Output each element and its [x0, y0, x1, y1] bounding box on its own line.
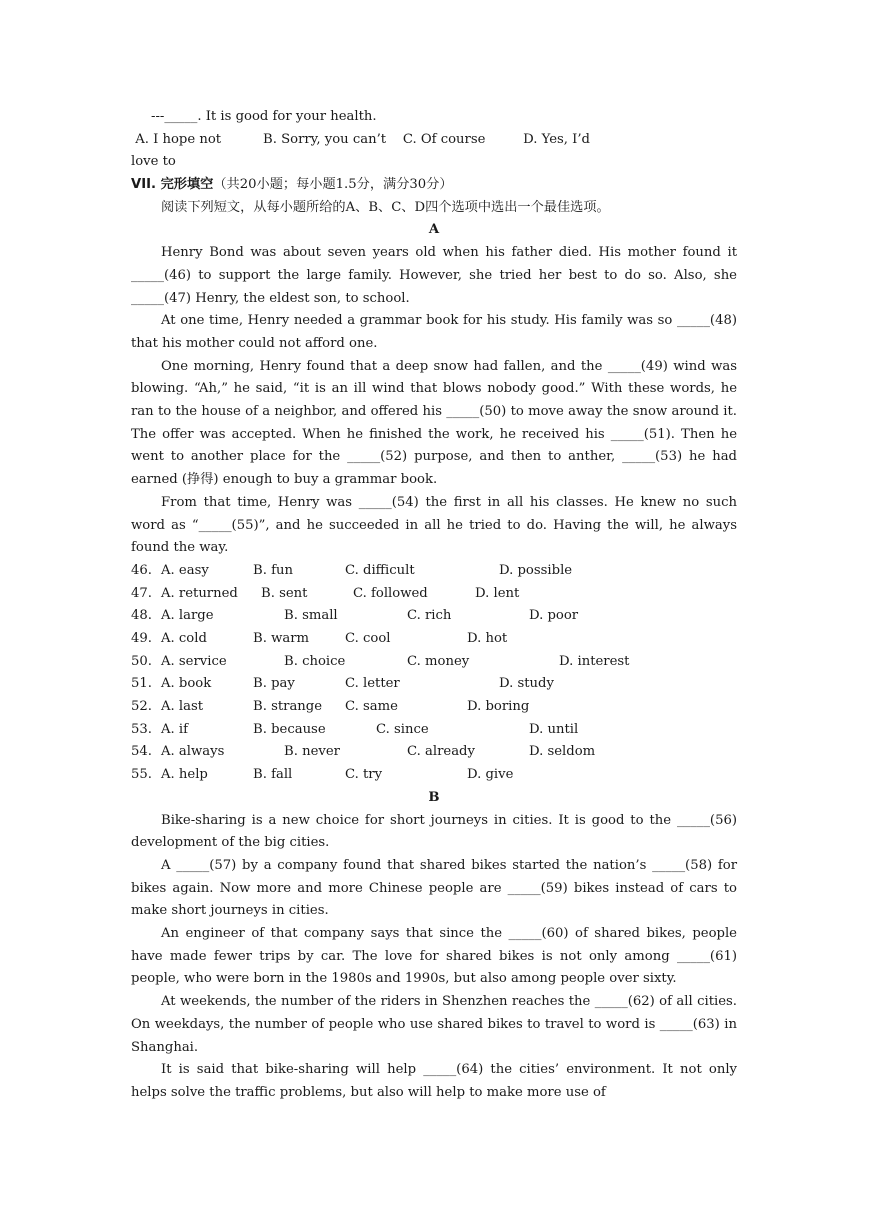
question-51 — [131, 673, 737, 696]
question-number: 49. — [131, 631, 152, 647]
question-50 — [131, 651, 737, 674]
option-c: C. money — [407, 653, 470, 669]
option-c: C. cool — [345, 631, 391, 647]
prev-options-continued: love to — [131, 154, 176, 170]
option-b: B. sent — [261, 585, 308, 601]
question-54 — [131, 741, 737, 764]
section-instruction: 阅读下列短文，从每小题所给的A、B、C、D四个选项中选出一个最佳选项。 — [161, 199, 610, 215]
passage-b-paragraph: At weekends, the number of the riders in Shenzhen reaches the _____(62) of all cities. On weekdays, the number of people who use shared bikes to travel to word is _____(63) in Shanghai. — [131, 994, 737, 1055]
option-b: B. fun — [253, 562, 293, 578]
option-a: A. always — [161, 744, 225, 760]
option-d: D. hot — [467, 631, 508, 647]
question-number: 52. — [131, 699, 152, 715]
option-d: D. seldom — [529, 744, 596, 760]
passage-a-label: A — [428, 222, 440, 238]
question-52 — [131, 696, 737, 719]
passage-a-paragraph: From that time, Henry was _____(54) the first in all his classes. He knew no such word as “_____(55)”, and he succeeded in all he tried to do. Having the will, he always found the way. — [131, 494, 737, 556]
question-number: 47. — [131, 585, 152, 601]
option-c: C. followed — [353, 585, 428, 601]
option-c: C. since — [376, 721, 429, 737]
option-b: B. choice — [284, 653, 346, 669]
passage-b-label: B — [428, 789, 440, 805]
option-c: C. try — [345, 767, 383, 783]
option-a: A. if — [161, 721, 189, 737]
question-number: 50. — [131, 653, 152, 669]
option-a: A. easy — [161, 562, 209, 578]
question-46 — [131, 560, 737, 583]
option-a: A. returned — [161, 585, 238, 601]
option-c: C. difficult — [345, 562, 415, 578]
question-number: 53. — [131, 721, 152, 737]
passage-a-paragraph: Henry Bond was about seven years old when his father died. His mother found it _____(46) to support the large family. However, she tried her best to do so. Also, she _____(47) Henry, the eldest son, to school. — [131, 245, 737, 306]
option-c: C. same — [345, 699, 398, 715]
section-title-bold: VII. 完形填空 — [131, 177, 214, 193]
option-d: D. give — [467, 767, 514, 783]
option-d: D. possible — [499, 562, 573, 578]
option-b: B. strange — [253, 699, 323, 715]
question-53 — [131, 719, 737, 742]
question-49 — [131, 628, 737, 651]
passage-a-paragraph: At one time, Henry needed a grammar book for his study. His family was so _____(48) that his mother could not afford one. — [131, 313, 737, 351]
option-b: B. small — [284, 608, 338, 624]
option-a: A. service — [161, 653, 227, 669]
option-c: C. letter — [345, 676, 400, 692]
option-b: B. fall — [253, 767, 293, 783]
section-title — [131, 174, 737, 197]
question-48 — [131, 605, 737, 628]
option-c: C. already — [407, 744, 475, 760]
prev-options-line: A. I hope not B. Sorry, you can’t C. Of course D. Yes, I’d — [131, 131, 590, 147]
option-c: C. rich — [407, 608, 452, 624]
option-d: D. poor — [529, 608, 579, 624]
option-d: D. boring — [467, 699, 530, 715]
option-b: B. because — [253, 721, 326, 737]
option-a: A. help — [161, 767, 208, 783]
option-a: A. last — [161, 699, 204, 715]
question-55 — [131, 764, 737, 787]
question-number: 51. — [131, 676, 152, 692]
option-a: A. book — [161, 676, 212, 692]
question-47 — [131, 583, 737, 606]
question-number: 55. — [131, 767, 152, 783]
option-a: A. cold — [161, 631, 207, 647]
question-number: 48. — [131, 608, 152, 624]
prev-answer-line: ---_____. It is good for your health. — [151, 109, 377, 124]
question-number: 46. — [131, 562, 152, 578]
option-b: B. never — [284, 744, 340, 760]
passage-b-paragraph: Bike-sharing is a new choice for short journeys in cities. It is good to the _____(56) development of the big cities. — [131, 812, 737, 851]
passage-a-paragraph: One morning, Henry found that a deep snow had fallen, and the _____(49) wind was blowing. “Ah,” he said, “it is an ill wind that blows nobody good.” With these words, he ran to the house of a neighbor, and offered his _____(50) to move away the snow around it. The offer was accepted. When he finished the work, he received his _____(51). Then he went to another place for the _____(52) purpose, and then to anther, _____(53) he had earned (挣得) enough to buy a grammar book. — [131, 358, 737, 488]
option-b: B. warm — [253, 631, 310, 647]
passage-b-paragraph: An engineer of that company says that since the _____(60) of shared bikes, people have made fewer trips by car. The love for shared bikes is not only among _____(61) people, who were born in the 1980s and 1990s, but also among people over sixty. — [131, 926, 737, 987]
option-d: D. interest — [559, 653, 630, 669]
option-d: D. lent — [475, 585, 520, 601]
passage-b-paragraph: It is said that bike-sharing will help _____(64) the cities’ environment. It not only helps solve the traffic problems, but also will help to make more use of — [131, 1062, 737, 1100]
exam-page — [131, 106, 737, 1105]
option-d: D. study — [499, 676, 554, 692]
option-d: D. until — [529, 721, 579, 737]
option-a: A. large — [161, 608, 214, 624]
question-number: 54. — [131, 744, 152, 760]
passage-b-paragraph: A _____(57) by a company found that shared bikes started the nation’s _____(58) for bikes again. Now more and more Chinese people are _____(59) bikes instead of cars to make short journeys in cities. — [131, 857, 737, 919]
option-b: B. pay — [253, 676, 295, 692]
section-title-rest: （共20小题；每小题1.5分，满分30分） — [213, 177, 453, 193]
